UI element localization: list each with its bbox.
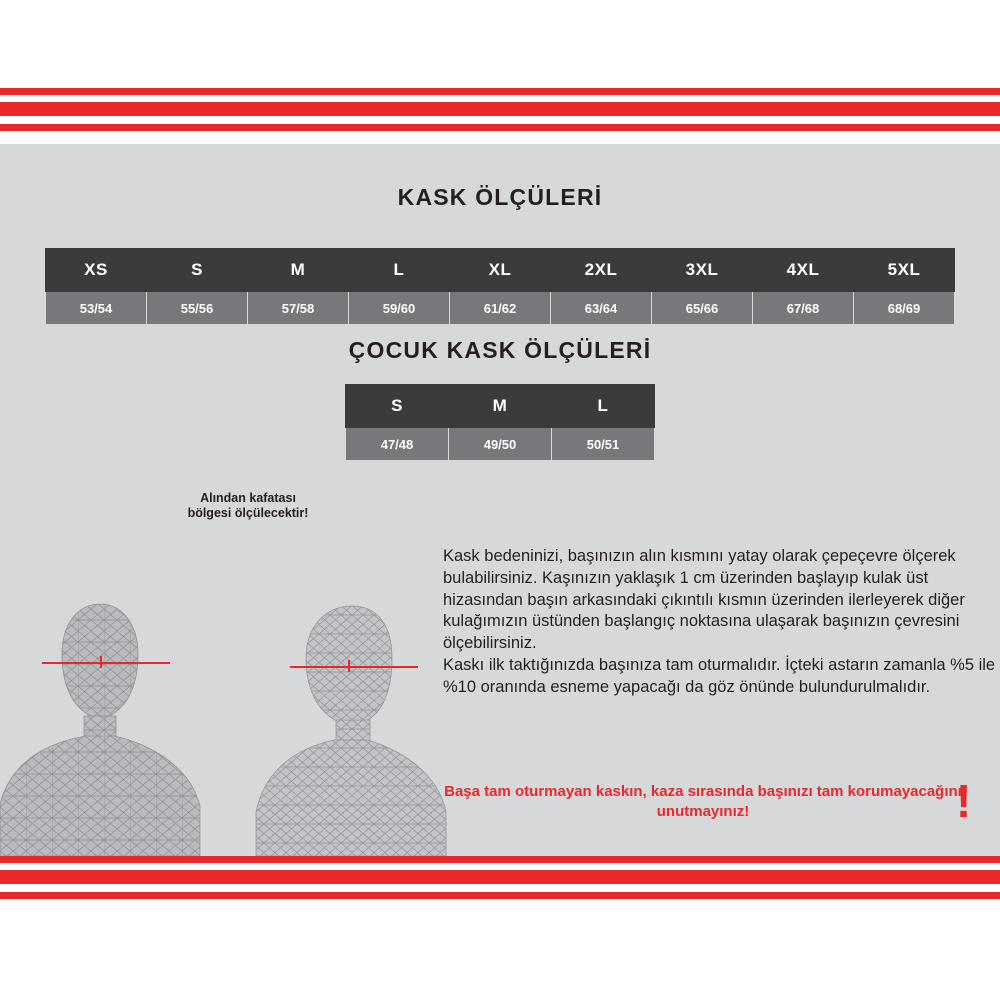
- stripe-line: [0, 124, 1000, 131]
- instructions-text: [443, 546, 1000, 698]
- bottom-stripe-band: [0, 856, 1000, 912]
- table-cell: 65/66: [652, 292, 753, 325]
- measurement-callout: Alından kafatası bölgesi ölçülecektir!: [187, 491, 309, 520]
- table-header-cell: L: [552, 385, 655, 428]
- table-cell: 47/48: [346, 428, 449, 461]
- table-header-cell: S: [346, 385, 449, 428]
- table-cell: 55/56: [147, 292, 248, 325]
- side-mannequin: [256, 606, 446, 856]
- table-cell: 59/60: [349, 292, 450, 325]
- measure-line-side: [290, 666, 418, 668]
- content-panel: [0, 144, 1000, 856]
- table-cell: 57/58: [248, 292, 349, 325]
- table-cell: 53/54: [46, 292, 147, 325]
- table-row: [46, 292, 955, 325]
- table-cell: 50/51: [552, 428, 655, 461]
- measure-tick-front: [100, 656, 102, 668]
- instruction-paragraph: Kask bedeninizi, başınızın alın kısmını yatay olarak çepeçevre ölçerek bulabilirsiniz. Kaşınızın yaklaşık 1 cm üzerinden başlayıp kulak üst hizasından başın arkasındaki çıkıntılı kısmın üzerinden ilerleyerek diğer kulağımızın üstünden başlangıç noktasına ulaşarak başınızın çevresini ölçebilirsiniz.: [443, 547, 965, 653]
- front-mannequin: [0, 604, 200, 856]
- warning-text: Başa tam oturmayan kaskın, kaza sırasında başınızı tam korumayacağını unutmayınız!: [444, 783, 962, 821]
- table-header-cell: 5XL: [854, 249, 955, 292]
- table-cell: 68/69: [854, 292, 955, 325]
- table-header-cell: M: [248, 249, 349, 292]
- measure-tick-side: [348, 660, 350, 672]
- child-size-title: ÇOCUK KASK ÖLÇÜLERİ: [348, 337, 652, 363]
- table-header-cell: M: [449, 385, 552, 428]
- adult-size-table: [45, 248, 955, 325]
- measure-line-front: [42, 662, 170, 664]
- table-header-cell: XS: [46, 249, 147, 292]
- table-cell: 63/64: [551, 292, 652, 325]
- table-cell: 67/68: [753, 292, 854, 325]
- table-header-cell: XL: [450, 249, 551, 292]
- table-header-cell: L: [349, 249, 450, 292]
- table-header-row: [46, 249, 955, 292]
- table-header-cell: S: [147, 249, 248, 292]
- table-header-cell: 2XL: [551, 249, 652, 292]
- top-stripe-band: [0, 88, 1000, 144]
- stripe-line: [0, 892, 1000, 899]
- table-header-cell: 3XL: [652, 249, 753, 292]
- adult-size-title: KASK ÖLÇÜLERİ: [397, 184, 603, 210]
- stripe-line: [0, 856, 1000, 863]
- stripe-line: [0, 102, 1000, 116]
- stripe-line: [0, 88, 1000, 95]
- table-cell: 61/62: [450, 292, 551, 325]
- stripe-line: [0, 870, 1000, 884]
- table-cell: 49/50: [449, 428, 552, 461]
- table-header-row: [346, 385, 655, 428]
- exclamation-icon: !: [956, 775, 972, 827]
- table-header-cell: 4XL: [753, 249, 854, 292]
- instruction-paragraph: Kaskı ilk taktığınızda başınıza tam oturmalıdır. İçteki astarın zamanla %5 ile %10 oranında esneme yapacağı da göz önünde bulundurulmalıdır.: [443, 655, 996, 696]
